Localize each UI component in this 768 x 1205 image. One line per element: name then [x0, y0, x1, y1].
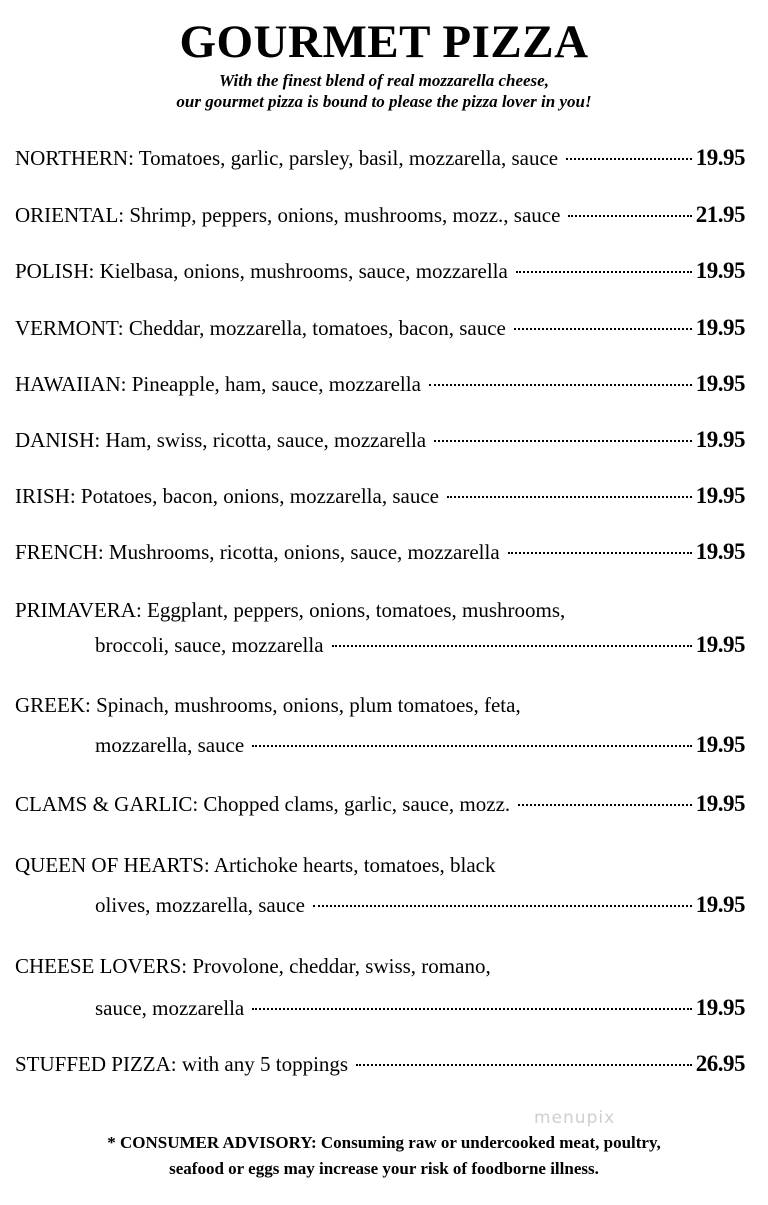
- menu-item-price: 19.95: [695, 791, 745, 816]
- menu-item-price: 19.95: [695, 995, 745, 1020]
- menu-item-description-cont: olives, mozzarella, sauce: [95, 893, 305, 917]
- dot-leader: [313, 905, 692, 907]
- menu-item-row: [15, 632, 745, 658]
- subtitle-line-2: our gourmet pizza is bound to please the pizza lover in you!: [176, 92, 592, 111]
- menu-item-row: [15, 539, 745, 565]
- menu-item-description: HAWAIIAN: Pineapple, ham, sauce, mozzarella: [15, 372, 421, 396]
- menu-item-description-cont: sauce, mozzarella: [95, 996, 245, 1020]
- menu-subtitle: [0, 70, 768, 112]
- watermark-logo: menupix: [534, 1108, 616, 1128]
- menu-item-queen-of-hearts: [15, 852, 745, 918]
- menu-item-row: [15, 892, 745, 918]
- menu-item-row: [15, 791, 745, 817]
- menu-item-description: CHEESE LOVERS: Provolone, cheddar, swiss, romano,: [15, 954, 491, 978]
- menu-item-row: [15, 953, 745, 979]
- menu-item-price: 19.95: [695, 539, 745, 564]
- dot-leader: [518, 804, 692, 806]
- menu-item-price: 19.95: [695, 632, 745, 657]
- menu-item-row: [15, 258, 745, 284]
- menu-item-primavera: [15, 597, 745, 658]
- menu-item-row: [15, 145, 745, 171]
- menu-item-description: VERMONT: Cheddar, mozzarella, tomatoes, bacon, sauce: [15, 316, 506, 340]
- menu-item-cheese-lovers: [15, 953, 745, 1021]
- menu-item-row: [15, 597, 745, 623]
- menu-item-price: 19.95: [695, 892, 745, 917]
- dot-leader: [356, 1064, 692, 1066]
- menu-item-northern: [15, 145, 745, 171]
- dot-leader: [332, 645, 692, 647]
- menu-item-clams-garlic: [15, 791, 745, 817]
- menu-item-price: 26.95: [695, 1051, 745, 1076]
- menu-item-price: 21.95: [695, 202, 745, 227]
- menu-item-row: [15, 315, 745, 341]
- menu-item-polish: [15, 258, 745, 284]
- dot-leader: [252, 1008, 692, 1010]
- menu-item-description: FRENCH: Mushrooms, ricotta, onions, sauce, mozzarella: [15, 540, 500, 564]
- menu-item-price: 19.95: [695, 315, 745, 340]
- menu-item-row: [15, 483, 745, 509]
- menu-item-description: PRIMAVERA: Eggplant, peppers, onions, tomatoes, mushrooms,: [15, 598, 566, 622]
- menu-item-price: 19.95: [695, 732, 745, 757]
- advisory-line-1: * CONSUMER ADVISORY: Consuming raw or undercooked meat, poultry,: [107, 1133, 661, 1152]
- menu-item-row: [15, 732, 745, 758]
- dot-leader: [566, 158, 692, 160]
- menu-item-description: STUFFED PIZZA: with any 5 toppings: [15, 1052, 349, 1076]
- consumer-advisory: [0, 1130, 768, 1182]
- menu-item-danish: [15, 427, 745, 453]
- subtitle-line-1: With the finest blend of real mozzarella cheese,: [219, 71, 549, 90]
- dot-leader: [516, 271, 692, 273]
- menu-item-price: 19.95: [695, 483, 745, 508]
- menu-item-description: QUEEN OF HEARTS: Artichoke hearts, tomatoes, black: [15, 853, 496, 877]
- menu-item-description: NORTHERN: Tomatoes, garlic, parsley, basil, mozzarella, sauce: [15, 146, 559, 170]
- dot-leader: [508, 552, 692, 554]
- menu-item-price: 19.95: [695, 145, 745, 170]
- menu-item-row: [15, 852, 745, 878]
- menu-item-greek: [15, 692, 745, 758]
- menu-item-row: [15, 371, 745, 397]
- menu-item-description-cont: broccoli, sauce, mozzarella: [95, 633, 324, 657]
- menu-item-french: [15, 539, 745, 565]
- menu-item-price: 19.95: [695, 427, 745, 452]
- menu-item-vermont: [15, 315, 745, 341]
- menu-item-price: 19.95: [695, 258, 745, 283]
- menu-item-hawaiian: [15, 371, 745, 397]
- dot-leader: [514, 328, 692, 330]
- menu-item-price: 19.95: [695, 371, 745, 396]
- advisory-line-2: seafood or eggs may increase your risk of foodborne illness.: [169, 1159, 599, 1178]
- menu-item-row: [15, 1051, 745, 1077]
- dot-leader: [447, 496, 692, 498]
- menu-item-description: CLAMS & GARLIC: Chopped clams, garlic, sauce, mozz.: [15, 792, 511, 816]
- menu-item-row: [15, 202, 745, 228]
- menu-item-description: DANISH: Ham, swiss, ricotta, sauce, mozzarella: [15, 428, 427, 452]
- menu-item-row: [15, 995, 745, 1021]
- menu-item-description: ORIENTAL: Shrimp, peppers, onions, mushrooms, mozz., sauce: [15, 203, 561, 227]
- menu-item-description: GREEK: Spinach, mushrooms, onions, plum tomatoes, feta,: [15, 693, 521, 717]
- menu-item-oriental: [15, 202, 745, 228]
- dot-leader: [429, 384, 692, 386]
- menu-item-irish: [15, 483, 745, 509]
- menu-item-description-cont: mozzarella, sauce: [95, 733, 245, 757]
- menu-item-description: POLISH: Kielbasa, onions, mushrooms, sauce, mozzarella: [15, 259, 508, 283]
- menu-item-row: [15, 692, 745, 718]
- menu-item-row: [15, 427, 745, 453]
- menu-item-description: IRISH: Potatoes, bacon, onions, mozzarella, sauce: [15, 484, 439, 508]
- dot-leader: [252, 745, 692, 747]
- dot-leader: [434, 440, 692, 442]
- menu-item-stuffed-pizza: [15, 1051, 745, 1077]
- dot-leader: [568, 215, 691, 217]
- menu-title: GOURMET PIZZA: [179, 16, 589, 68]
